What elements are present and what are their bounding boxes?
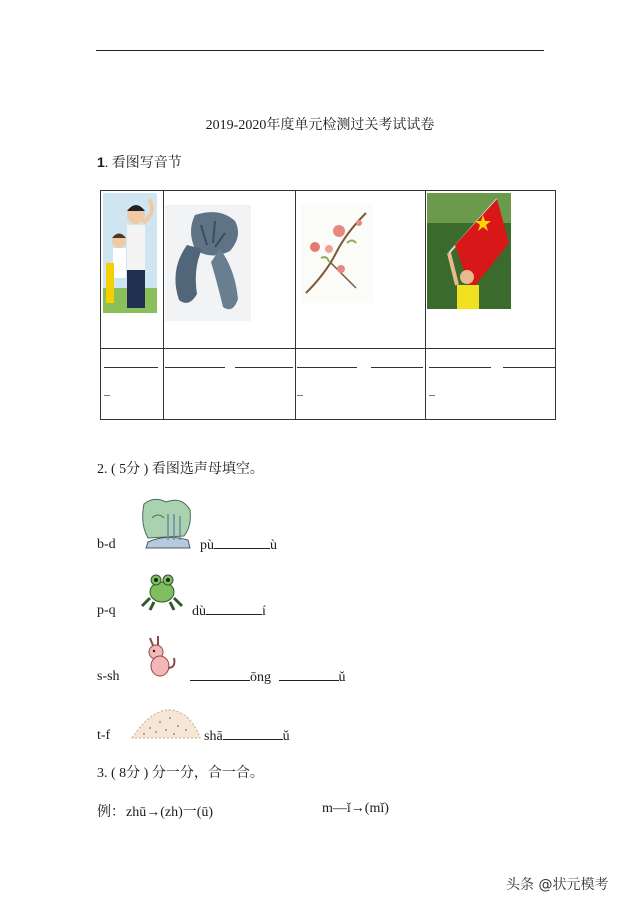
pair-b-d: b-d bbox=[97, 537, 116, 552]
header-rule bbox=[96, 50, 544, 51]
answer-dash: – bbox=[104, 387, 110, 401]
answer-blank[interactable] bbox=[104, 367, 158, 368]
fill-row-1: pù ù bbox=[200, 538, 277, 553]
answer-blank[interactable] bbox=[297, 367, 357, 368]
fill-row-3: ōng ǔ bbox=[190, 669, 346, 686]
answer-blank[interactable] bbox=[429, 367, 491, 368]
answer-blank[interactable] bbox=[165, 367, 225, 368]
peach-blossom-drawing bbox=[301, 203, 373, 303]
frog-icon bbox=[140, 568, 184, 612]
initial-blank[interactable] bbox=[190, 669, 250, 681]
flag-photo bbox=[427, 193, 511, 309]
initial-blank[interactable] bbox=[223, 728, 283, 740]
answer-blank[interactable] bbox=[503, 367, 555, 368]
table-divider bbox=[163, 191, 164, 419]
answer-blank[interactable] bbox=[235, 367, 293, 368]
fill-row-2: dù í bbox=[192, 604, 266, 619]
table-row-divider bbox=[101, 348, 555, 349]
example-combine: m—ǐ→(mǐ) bbox=[322, 801, 389, 816]
pair-s-sh: s-sh bbox=[97, 669, 120, 684]
waterfall-icon bbox=[138, 494, 194, 550]
children-photo bbox=[103, 193, 157, 313]
fill-row-4: shā ǔ bbox=[204, 729, 290, 744]
answer-dash: – bbox=[297, 387, 303, 401]
table-divider bbox=[425, 191, 426, 419]
pair-p-q: p-q bbox=[97, 603, 116, 618]
pair-t-f: t-f bbox=[97, 728, 111, 743]
scarf-photo bbox=[165, 205, 251, 321]
initial-blank[interactable] bbox=[279, 669, 339, 681]
question-3-heading: 3. ( 8分 ) 分一分，合一合。 bbox=[97, 766, 264, 781]
example-split: zhū→(zh)一(ū) bbox=[126, 805, 214, 820]
initial-blank[interactable] bbox=[206, 603, 262, 615]
monkey-icon bbox=[142, 634, 178, 680]
example-label: 例： bbox=[97, 805, 125, 820]
question-1-heading: 1. 看图写音节 bbox=[97, 154, 182, 171]
table-divider bbox=[295, 191, 296, 419]
sand-pile-icon bbox=[130, 706, 202, 740]
answer-dash: – bbox=[429, 387, 435, 401]
initial-blank[interactable] bbox=[214, 537, 270, 549]
picture-pinyin-table bbox=[100, 190, 556, 420]
page-title: 2019-2020年度单元检测过关考试试卷 bbox=[205, 118, 435, 133]
answer-blank[interactable] bbox=[371, 367, 423, 368]
watermark: 头条 @状元模考 bbox=[506, 877, 609, 893]
question-2-heading: 2. ( 5分 ) 看图选声母填空。 bbox=[97, 462, 264, 477]
